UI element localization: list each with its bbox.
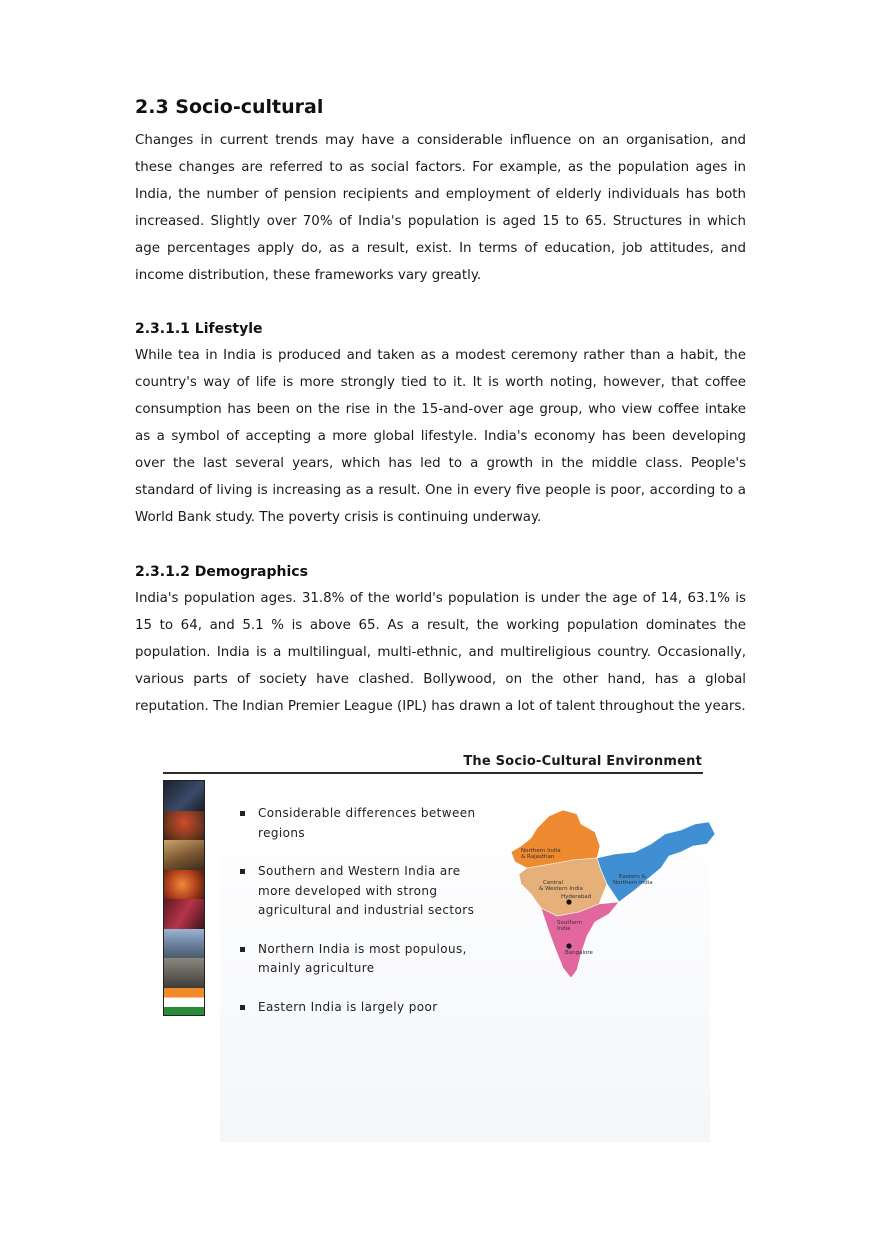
intro-paragraph: Changes in current trends may have a considerable influence on an organisation, and these changes are referred to as social factors. For example, as the population ages in India, the number of pension recipients and employment of elderly individuals has both increased. Slightly over 70% of India's population is aged 15 to 65. Structures in which age percentages apply do, as a result, exist. In terms of education, job attitudes, and income distribution, these frameworks vary greatly.: [135, 133, 746, 283]
bullet-item: Eastern India is largely poor: [238, 998, 478, 1018]
map-city-dot: [566, 943, 571, 948]
photo-tile: [164, 811, 204, 841]
map-label-north: Northern India & Rajasthan: [521, 848, 561, 860]
bullet-item: Considerable differences between regions: [238, 804, 478, 843]
figure-title: The Socio-Cultural Environment: [463, 754, 702, 769]
map-label-south: Southern India: [557, 920, 583, 932]
photo-tile: [164, 781, 204, 811]
lifestyle-paragraph: While tea in India is produced and taken as a modest ceremony rather than a habit, the country's way of life is more strongly tied to it. It is worth noting, however, that coffee consumption has been on the rise in the 15-and-over age group, who view coffee intake as a symbol of accepting a more global lifestyle. India's economy has been developing over the last several years, which has led to a growth in the middle class. People's standard of living is increasing as a result. One in every five people is poor, according to a World Bank study. The poverty crisis is continuing underway.: [135, 348, 746, 525]
map-label-central: Central & Western India: [539, 880, 583, 892]
culture-photo-strip: [163, 780, 205, 1016]
demographics-paragraph: India's population ages. 31.8% of the world's population is under the age of 14, 63.1% is 15 to 64, and 5.1 % is above 65. As a result, the working population dominates the population. India is a multilingual, multi-ethnic, and multireligious country. Occasionally, various parts of society have clashed. Bollywood, on the other hand, has a global reputation. The Indian Premier League (IPL) has drawn a lot of talent throughout the years.: [135, 591, 746, 714]
figure-title-rule: [163, 772, 703, 774]
india-flag-tile: [164, 988, 204, 1017]
photo-tile: [164, 840, 204, 870]
section-heading: 2.3 Socio-cultural: [135, 96, 324, 118]
photo-tile: [164, 870, 204, 900]
figure-bullet-list: [238, 804, 478, 1036]
map-label-east: Eastern & Northern India: [613, 874, 653, 886]
map-city-dot: [566, 899, 571, 904]
map-region-east: [597, 822, 715, 902]
bullet-item: Southern and Western India are more developed with strong agricultural and industrial sectors: [238, 862, 478, 921]
map-label-city: Bangalore: [565, 950, 593, 956]
socio-cultural-figure: [160, 742, 720, 1142]
lifestyle-heading: 2.3.1.1 Lifestyle: [135, 321, 263, 337]
photo-tile: [164, 899, 204, 929]
photo-tile: [164, 958, 204, 988]
india-regions-map: [505, 808, 720, 988]
demographics-heading: 2.3.1.2 Demographics: [135, 564, 308, 580]
photo-tile: [164, 929, 204, 959]
bullet-item: Northern India is most populous, mainly agriculture: [238, 940, 478, 979]
map-label-city: Hyderabad: [561, 894, 592, 900]
